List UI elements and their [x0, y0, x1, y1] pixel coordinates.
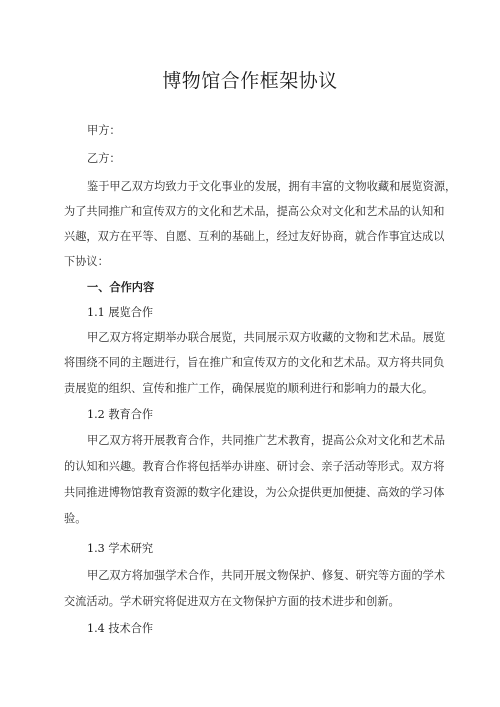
preamble-line: 为了共同推广和宣传双方的文化和艺术品，提高公众对文化和艺术品的认知和	[64, 205, 445, 218]
body-line: 甲乙双方将开展教育合作，共同推广艺术教育，提高公众对文化和艺术品	[87, 434, 446, 447]
subsection-heading: 1.1 展览合作	[87, 306, 154, 319]
body-line: 甲乙双方将加强学术合作，共同开展文物保护、修复、研究等方面的学术	[87, 569, 446, 582]
preamble-line: 兴趣，双方在平等、自愿、互利的基础上，经过友好协商，就合作事宜达成以	[64, 230, 445, 243]
party-b-label: 乙方：	[87, 152, 121, 165]
body-line: 验。	[64, 512, 87, 525]
preamble-line: 下协议：	[64, 255, 109, 268]
body-line: 的认知和兴趣。教育合作将包括举办讲座、研讨会、亲子活动等形式。双方将	[64, 460, 445, 473]
subsection-heading: 1.3 学术研究	[87, 542, 154, 555]
body-line: 甲乙双方将定期举办联合展览，共同展示双方收藏的文物和艺术品。展览	[87, 331, 446, 344]
document-title: 博物馆合作框架协议	[162, 70, 338, 92]
preamble-line: 鉴于甲乙双方均致力于文化事业的发展，拥有丰富的文物收藏和展览资源，	[87, 180, 457, 193]
subsection-heading: 1.4 技术合作	[87, 622, 154, 635]
body-line: 共同推进博物馆教育资源的数字化建设，为公众提供更加便捷、高效的学习体	[64, 486, 445, 499]
section-heading: 一、合作内容	[87, 281, 155, 294]
body-line: 交流活动。学术研究将促进双方在文物保护方面的技术进步和创新。	[64, 595, 400, 608]
body-line: 责展览的组织、宣传和推广工作，确保展览的顺利进行和影响力的最大化。	[64, 382, 434, 395]
body-line: 将围绕不同的主题进行，旨在推广和宣传双方的文化和艺术品。双方将共同负	[64, 356, 445, 369]
subsection-heading: 1.2 教育合作	[87, 408, 154, 421]
party-a-label: 甲方：	[87, 124, 121, 137]
